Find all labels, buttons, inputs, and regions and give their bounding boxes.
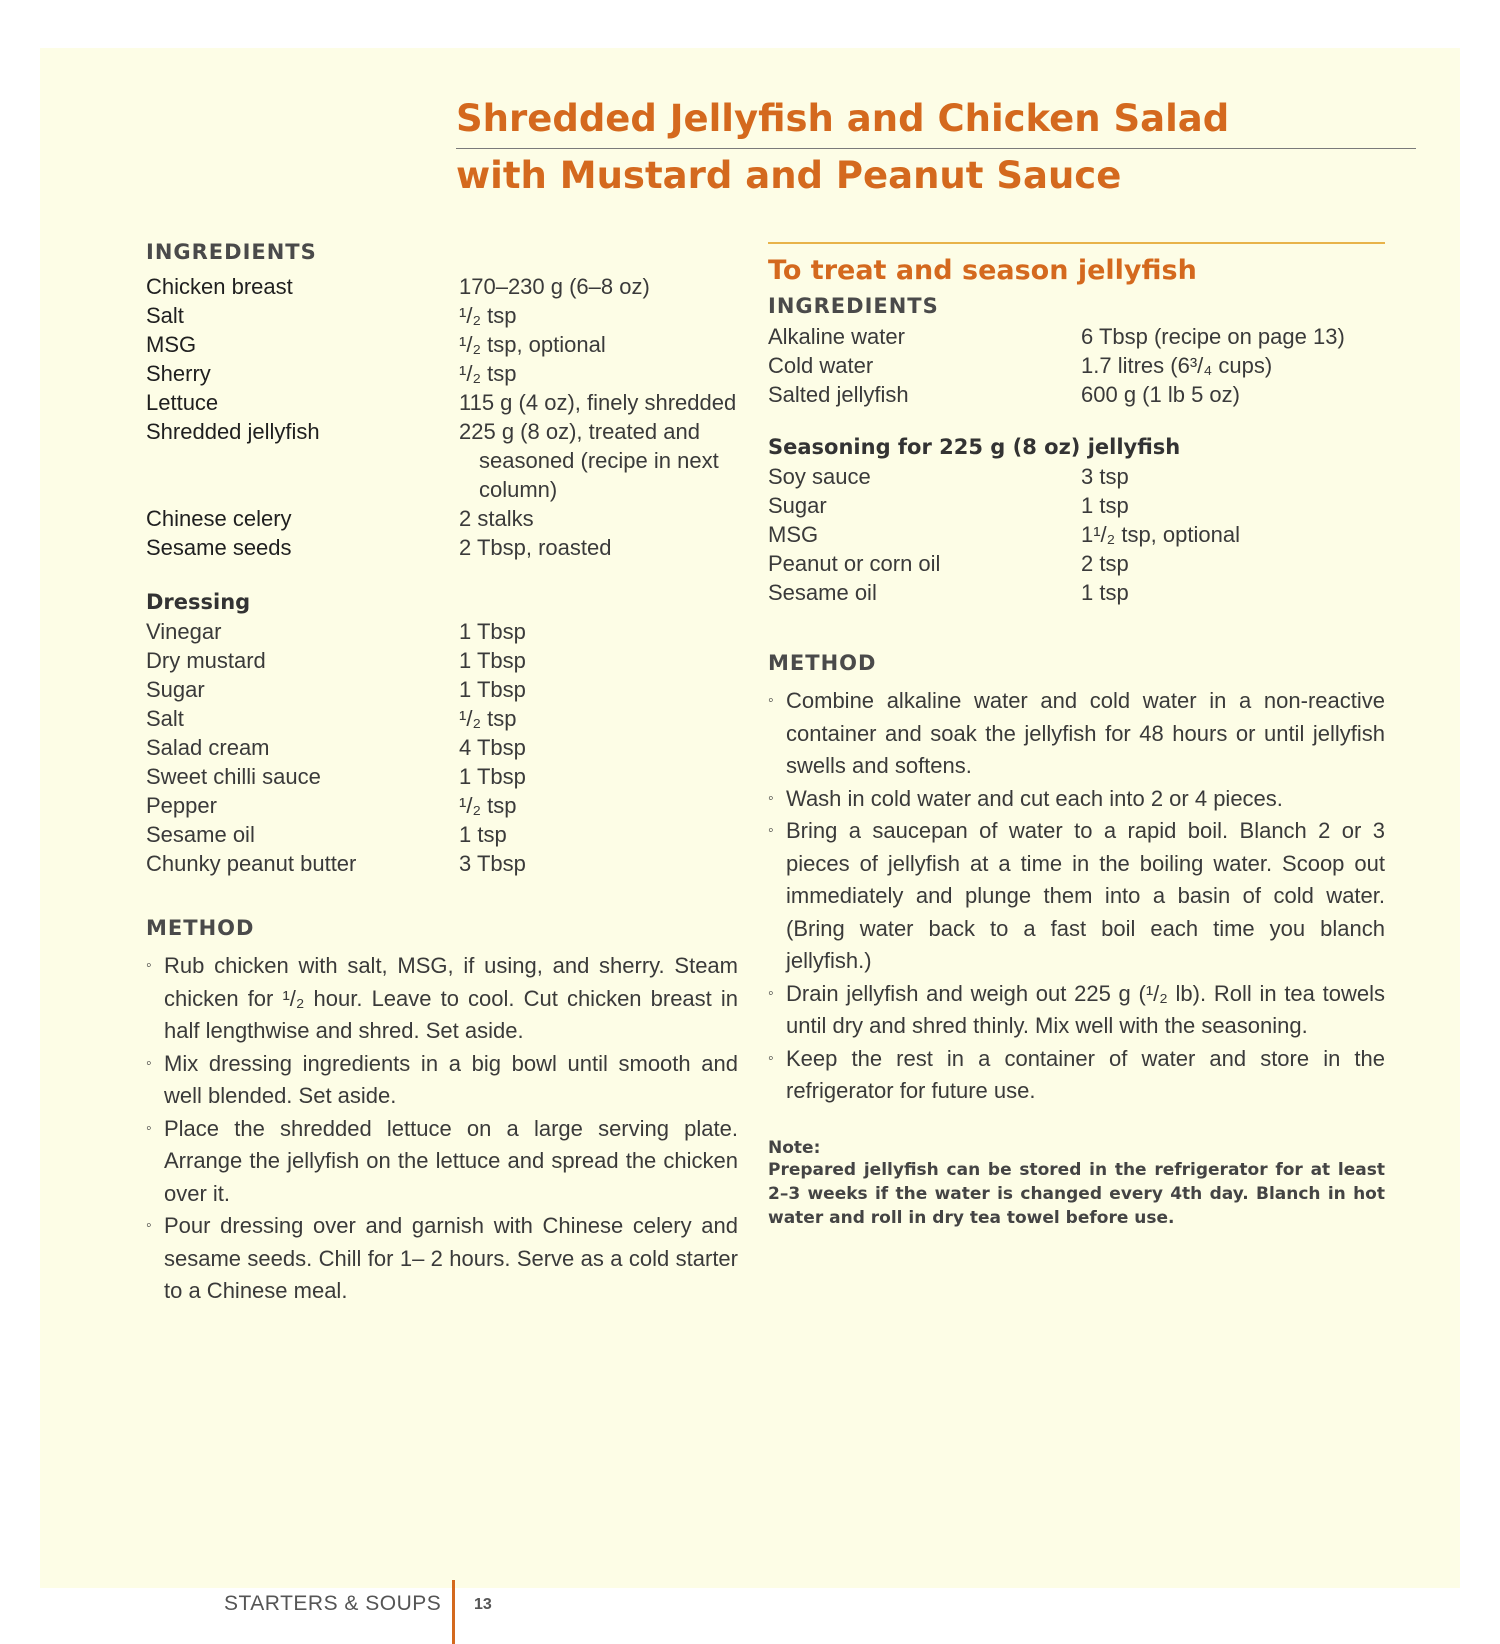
bullet-icon: ◦ [146, 1054, 152, 1072]
main-ingredients-table [146, 272, 738, 562]
ingredient-name: Salt [146, 706, 184, 731]
ingredient-quantity: 1 Tbsp [459, 764, 526, 789]
ingredient-quantity: 2 tsp [1081, 551, 1129, 576]
ingredient-row [146, 820, 738, 849]
bullet-icon: ◦ [768, 692, 774, 709]
note-text: Prepared jellyfish can be stored in the refrigerator for at least 2–3 weeks if the water is changed every 4th day. Blanch in hot water and roll in dry tea towel before use. [768, 1159, 1385, 1228]
ingredient-row [768, 491, 1385, 520]
right-column [768, 242, 1385, 1230]
ingredient-row [146, 617, 738, 646]
ingredient-quantity: 1¹/₂ tsp, optional [1081, 522, 1240, 547]
bullet-icon: ◦ [768, 984, 774, 1002]
seasoning-heading: Seasoning for 225 g (8 oz) jellyfish [768, 435, 1181, 459]
ingredient-quantity: ¹/₂ tsp [459, 793, 517, 818]
ingredient-name: Salted jellyfish [768, 382, 909, 407]
ingredient-name: Sweet chilli sauce [146, 764, 321, 789]
dressing-table [146, 617, 738, 878]
ingredient-name: MSG [146, 332, 197, 357]
method-step [146, 950, 738, 1048]
method-heading: METHOD [146, 916, 255, 940]
method-step [768, 685, 1385, 783]
ingredient-row [768, 578, 1385, 607]
ingredient-name: Chunky peanut butter [146, 851, 357, 876]
ingredient-quantity: 1 Tbsp [459, 619, 526, 644]
ingredient-quantity: 1 tsp [459, 822, 507, 847]
ingredient-row [146, 330, 738, 359]
jellyfish-ingredients-heading: INGREDIENTS [768, 294, 939, 318]
dressing-heading: Dressing [146, 590, 251, 614]
ingredient-row [146, 733, 738, 762]
jellyfish-ingredients-table [768, 322, 1385, 409]
section-rule [768, 242, 1385, 244]
title-line-2: with Mustard and Peanut Sauce [456, 154, 1122, 197]
method-step-text: Drain jellyfish and weigh out 225 g (¹/₂ lb). Roll in tea towels until dry and shred thinly. Mix well with the seasoning. [786, 980, 1385, 1038]
ingredient-name: Soy sauce [768, 464, 871, 489]
method-step-text: Rub chicken with salt, MSG, if using, and sherry. Steam chicken for ¹/₂ hour. Leave to cool. Cut chicken breast in half lengthwise and shred. Set aside. [164, 953, 738, 1043]
ingredient-row [146, 675, 738, 704]
ingredient-row [146, 359, 738, 388]
jellyfish-section-heading: To treat and season jellyfish [768, 255, 1197, 286]
ingredient-name: Sugar [768, 493, 827, 518]
ingredient-name: Sesame seeds [146, 535, 292, 560]
method-step-text: Keep the rest in a container of water and store in the refrigerator for future use. [786, 1045, 1385, 1103]
ingredient-quantity: 1 Tbsp [459, 677, 526, 702]
jellyfish-method-heading: METHOD [768, 651, 877, 675]
method-step-text: Combine alkaline water and cold water in a non-reactive container and soak the jellyfish for 48 hours or until jellyfish swells and softens. [786, 688, 1385, 778]
ingredient-quantity: 2 stalks [459, 506, 534, 531]
ingredient-row [146, 646, 738, 675]
footer-section-name: STARTERS & SOUPS [224, 1592, 442, 1615]
ingredient-quantity: 3 tsp [1081, 464, 1129, 489]
page-number: 13 [474, 1596, 492, 1613]
method-step [768, 815, 1385, 978]
ingredient-name: Sugar [146, 677, 205, 702]
method-step-text: Place the shredded lettuce on a large serving plate. Arrange the jellyfish on the lettuce and spread the chicken over it. [164, 1115, 738, 1206]
ingredient-row [146, 791, 738, 820]
ingredient-quantity: 4 Tbsp [459, 735, 526, 760]
ingredient-quantity: 170–230 g (6–8 oz) [459, 274, 650, 299]
ingredient-name: MSG [768, 522, 819, 547]
ingredient-quantity: 225 g (8 oz), treated and seasoned (recipe in next column) [459, 419, 719, 502]
left-column [146, 240, 738, 1308]
ingredient-name: Sherry [146, 361, 211, 386]
ingredient-row [768, 380, 1385, 409]
method-step [146, 1210, 738, 1308]
recipe-title [456, 92, 1416, 203]
ingredient-name: Sesame oil [146, 822, 255, 847]
ingredient-quantity: 6 Tbsp (recipe on page 13) [1081, 324, 1345, 349]
ingredient-name: Peanut or corn oil [768, 551, 941, 576]
method-step [146, 1113, 738, 1211]
ingredient-quantity: 2 Tbsp, roasted [459, 535, 612, 560]
ingredient-quantity: 1.7 litres (6³/₄ cups) [1081, 353, 1273, 378]
bullet-icon: ◦ [146, 1217, 152, 1234]
bullet-icon: ◦ [146, 1119, 152, 1137]
method-step [768, 783, 1385, 816]
ingredient-row [146, 762, 738, 791]
ingredient-row [768, 351, 1385, 380]
ingredient-quantity: ¹/₂ tsp [459, 361, 517, 386]
method-step-text: Bring a saucepan of water to a rapid boil. Blanch 2 or 3 pieces of jellyfish at a time in the boiling water. Scoop out immediately and plunge them into a basin of cold water. (Bring water back to a fast boil each time you blanch jellyfish.) [786, 818, 1385, 973]
method-step-text: Wash in cold water and cut each into 2 or 4 pieces. [786, 785, 1283, 811]
ingredient-name: Salt [146, 303, 184, 328]
ingredient-row [768, 322, 1385, 351]
ingredient-row [146, 417, 738, 504]
ingredient-name: Salad cream [146, 735, 270, 760]
ingredient-quantity: ¹/₂ tsp, optional [459, 332, 606, 357]
bullet-icon: ◦ [768, 822, 774, 839]
ingredient-row [146, 849, 738, 878]
bullet-icon: ◦ [768, 1049, 774, 1067]
ingredient-row [146, 272, 738, 301]
method-step [768, 978, 1385, 1043]
ingredient-name: Cold water [768, 353, 874, 378]
ingredient-name: Shredded jellyfish [146, 419, 320, 444]
bullet-icon: ◦ [146, 957, 152, 974]
ingredient-name: Dry mustard [146, 648, 266, 673]
ingredient-name: Chinese celery [146, 506, 292, 531]
method-step [768, 1043, 1385, 1108]
ingredient-quantity: 1 tsp [1081, 493, 1129, 518]
footer-divider [452, 1580, 455, 1644]
ingredient-quantity: 600 g (1 lb 5 oz) [1081, 382, 1240, 407]
seasoning-table [768, 462, 1385, 607]
ingredient-name: Chicken breast [146, 274, 293, 299]
jellyfish-method-list [768, 685, 1385, 1108]
ingredient-row [146, 704, 738, 733]
bullet-icon: ◦ [768, 789, 774, 807]
method-step-text: Mix dressing ingredients in a big bowl until smooth and well blended. Set aside. [164, 1050, 738, 1108]
ingredient-quantity: 1 tsp [1081, 580, 1129, 605]
method-list [146, 950, 738, 1308]
ingredient-name: Pepper [146, 793, 217, 818]
note-label: Note: [768, 1137, 821, 1158]
ingredient-name: Alkaline water [768, 324, 905, 349]
ingredient-row [768, 462, 1385, 491]
ingredient-quantity: ¹/₂ tsp [459, 303, 517, 328]
ingredient-row [146, 388, 738, 417]
ingredient-row [146, 504, 738, 533]
method-step [146, 1048, 738, 1113]
ingredients-heading: INGREDIENTS [146, 240, 317, 264]
ingredient-row [146, 533, 738, 562]
ingredient-row [146, 301, 738, 330]
ingredient-row [768, 549, 1385, 578]
ingredient-quantity: 1 Tbsp [459, 648, 526, 673]
ingredient-quantity: 3 Tbsp [459, 851, 526, 876]
ingredient-name: Lettuce [146, 390, 219, 415]
title-line-1: Shredded Jellyfish and Chicken Salad [456, 92, 1416, 149]
ingredient-quantity: 115 g (4 oz), finely shredded [459, 390, 737, 415]
ingredient-name: Sesame oil [768, 580, 877, 605]
ingredient-name: Vinegar [146, 619, 222, 644]
ingredient-quantity: ¹/₂ tsp [459, 706, 517, 731]
method-step-text: Pour dressing over and garnish with Chinese celery and sesame seeds. Chill for 1– 2 hours. Serve as a cold starter to a Chinese meal. [164, 1213, 738, 1303]
ingredient-row [768, 520, 1385, 549]
